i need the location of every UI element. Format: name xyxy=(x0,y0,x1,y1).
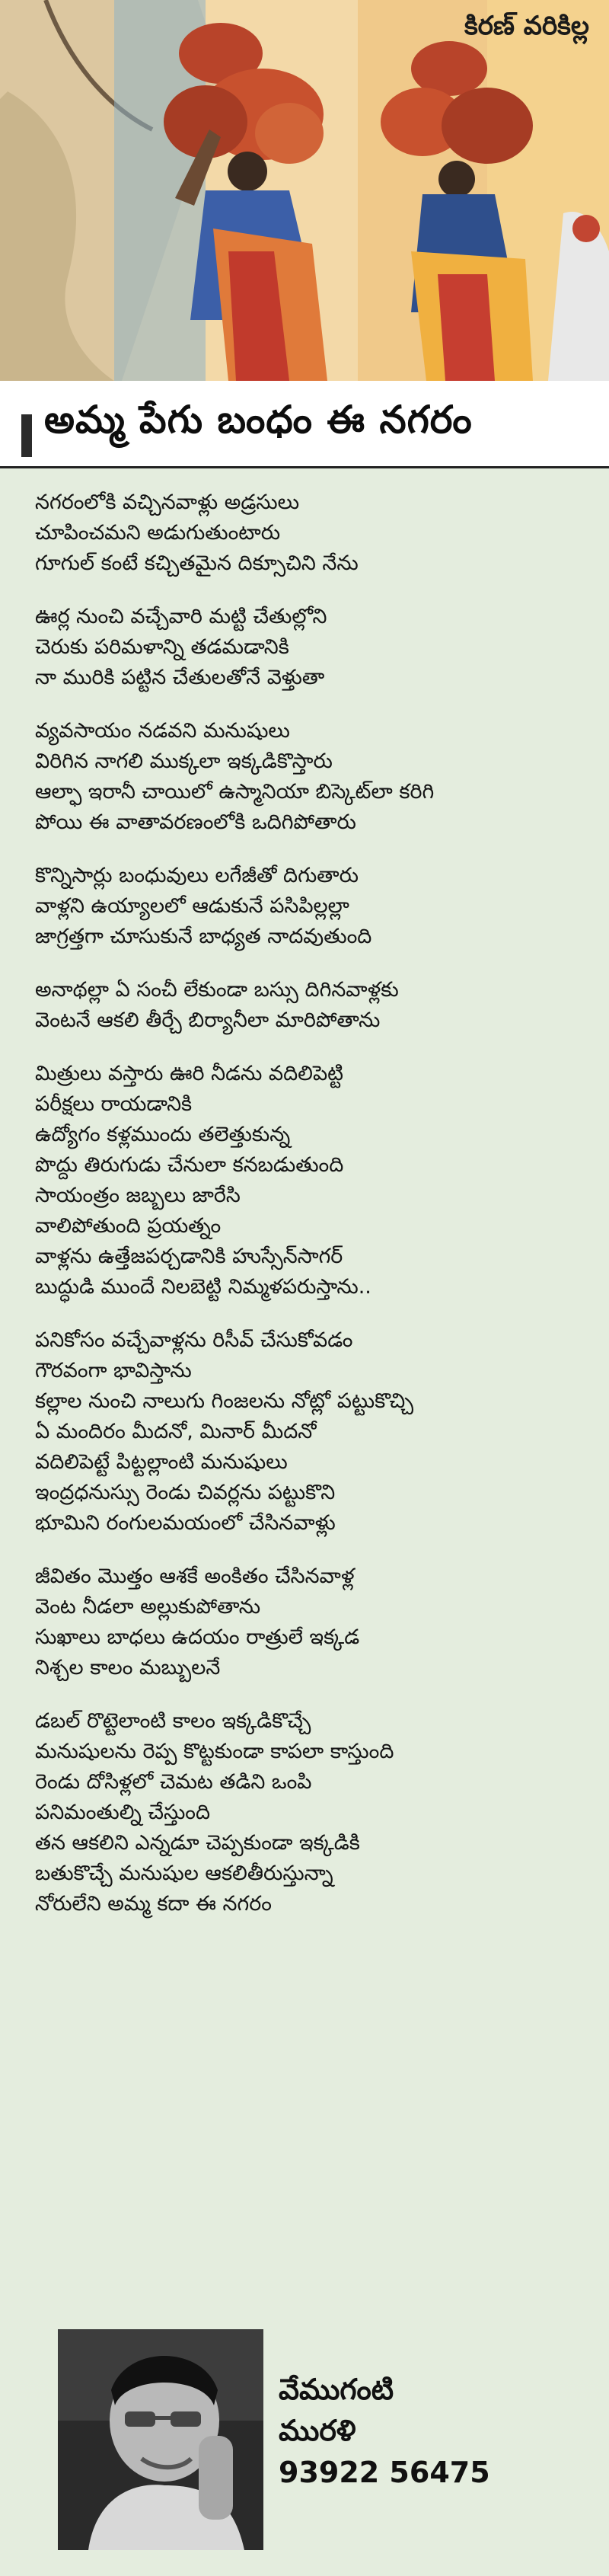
stanza xyxy=(35,716,583,838)
poem-line: వదిలిపెట్టే పిట్టల్లాంటి మనుషులు xyxy=(35,1450,288,1474)
poem-line: ఇంద్రధనుస్సు రెండు చివర్లను పట్టుకొని xyxy=(35,1481,336,1504)
poem-line: నిశ్చల కాలం మబ్బులనే xyxy=(35,1656,221,1680)
poem-line: నోరులేని అమ్మ కదా ఈ నగరం xyxy=(35,1892,272,1916)
poem-line: అనాథల్లా ఏ సంచీ లేకుండా బస్సు దిగినవాళ్లకు xyxy=(35,978,399,1002)
poem-line: పరీక్షలు రాయడానికి xyxy=(35,1092,193,1116)
poem-line: వాళ్లను ఉత్తేజపర్చడానికి హుస్సేన్‌సాగర్ xyxy=(35,1245,343,1268)
poem-line: మనుషులను రెప్ప కొట్టకుండా కాపలా కాస్తుంది xyxy=(35,1740,394,1763)
poem-line: రెండు దోసిళ్లలో చెమట తడిని ఒంపి xyxy=(35,1770,312,1794)
poem-line: విరిగిన నాగలి ముక్కలా ఇక్కడికొస్తారు xyxy=(35,749,333,773)
poem-line: పనిమంతుల్ని చేస్తుంది xyxy=(35,1801,211,1824)
poem-line: గౌరవంగా భావిస్తాను xyxy=(35,1359,192,1382)
poet-credit xyxy=(58,2329,576,2550)
poem-line: బుద్ధుడి ముందే నిలబెట్టి నిమ్మళపరుస్తాను.. xyxy=(35,1275,371,1299)
poet-name xyxy=(279,2369,394,2451)
stanza xyxy=(35,1561,583,1683)
poem-line: వెంట నీడలా అల్లుకుపోతాను xyxy=(35,1595,261,1619)
stanza xyxy=(35,861,583,952)
poem-line: వాలిపోతుంది ప్రయత్నం xyxy=(35,1214,222,1238)
poem-line: వాళ్లని ఉయ్యాలలో ఆడుకునే పసిపిల్లల్లా xyxy=(35,894,349,918)
stanza xyxy=(35,1325,583,1539)
poem-line: మిత్రులు వస్తారు ఊరి నీడను వదిలిపెట్టి xyxy=(35,1062,344,1085)
poem-line: పనికోసం వచ్చేవాళ్లను రిసీవ్ చేసుకోవడం xyxy=(35,1328,353,1352)
poem-line: నా మురికి పట్టిన చేతులతోనే వెళ్తుతా xyxy=(35,666,325,689)
poem-line: గూగుల్ కంటే కచ్చితమైన దిక్సూచిని నేను xyxy=(35,551,359,575)
poem-line: తన ఆకలిని ఎన్నడూ చెప్పకుండా ఇక్కడికి xyxy=(35,1831,360,1855)
stanza xyxy=(35,602,583,693)
poem-line: ఊర్ల నుంచి వచ్చేవారి మట్టి చేతుల్లోని xyxy=(35,605,327,628)
poem-line: కొన్నిసార్లు బంధువులు లగేజీతో దిగుతారు xyxy=(35,864,359,887)
poem-line: సుఖాలు బాధలు ఉదయం రాత్రులే ఇక్కడ xyxy=(35,1625,360,1649)
stanza xyxy=(35,1706,583,1919)
stanza xyxy=(35,487,583,579)
poem-line: ఏ మందిరం మీదనో, మినార్ మీదనో xyxy=(35,1420,317,1443)
poem-line: పొద్దు తిరుగుడు చేనులా కనబడుతుంది xyxy=(35,1153,344,1177)
poem-body xyxy=(35,487,583,1942)
poet-photo xyxy=(58,2329,263,2550)
poem-line: పోయి ఈ వాతావరణంలోకి ఒదిగిపోతారు xyxy=(35,810,356,834)
poet-phone: 93922 56475 xyxy=(279,2456,490,2489)
poem-line: సాయంత్రం జబ్బలు జారేసి xyxy=(35,1184,241,1207)
poem-line: బతుకొచ్చే మనుషుల ఆకలితీరుస్తున్నా xyxy=(35,1862,333,1885)
poet-name-line2: మురళి xyxy=(279,2414,356,2447)
women-carrying-pots-painting xyxy=(0,0,609,381)
poet-name-line1: వేముగంటి xyxy=(279,2373,394,2406)
poem-line: జీవితం మొత్తం ఆశకే అంకితం చేసినవాళ్ల xyxy=(35,1564,355,1588)
poem-title: అమ్మ పేగు బంధం ఈ నగరం xyxy=(44,398,473,442)
poem-line: ఆల్ఫా ఇరానీ చాయిలో ఉస్మానియా బిస్కెట్‌లా కరిగి xyxy=(35,780,435,804)
poem-line: ఉద్యోగం కళ్లముందు తలెత్తుకున్న xyxy=(35,1123,291,1146)
title-accent xyxy=(21,414,32,457)
poem-line: చెరుకు పరిమళాన్ని తడమడానికి xyxy=(35,635,289,659)
poem-line: కల్లాల నుంచి నాలుగు గింజలను నోట్లో పట్టుకొచ్చి xyxy=(35,1389,414,1413)
artist-credit: కిరణ్ వరికిల్ల xyxy=(464,11,589,41)
poem-line: నగరంలోకి వచ్చినవాళ్లు అడ్రసులు xyxy=(35,491,300,514)
poem-line: చూపించమని అడుగుతుంటారు xyxy=(35,521,281,545)
poem-line: జాగ్రత్తగా చూసుకునే బాధ్యత నాదవుతుంది xyxy=(35,925,372,948)
stanza xyxy=(35,975,583,1036)
poem-line: భూమిని రంగులమయంలో చేసినవాళ్లు xyxy=(35,1511,336,1535)
poem-line: డబల్ రొట్టెలాంటి కాలం ఇక్కడికొచ్చే xyxy=(35,1709,311,1733)
header-illustration xyxy=(0,0,609,381)
stanza xyxy=(35,1059,583,1302)
poem-line: వ్యవసాయం నడవని మనుషులు xyxy=(35,719,290,743)
poem-line: వెంటనే ఆకలి తీర్చే బిర్యానీలా మారిపోతాను xyxy=(35,1008,381,1032)
title-bar xyxy=(0,381,609,468)
